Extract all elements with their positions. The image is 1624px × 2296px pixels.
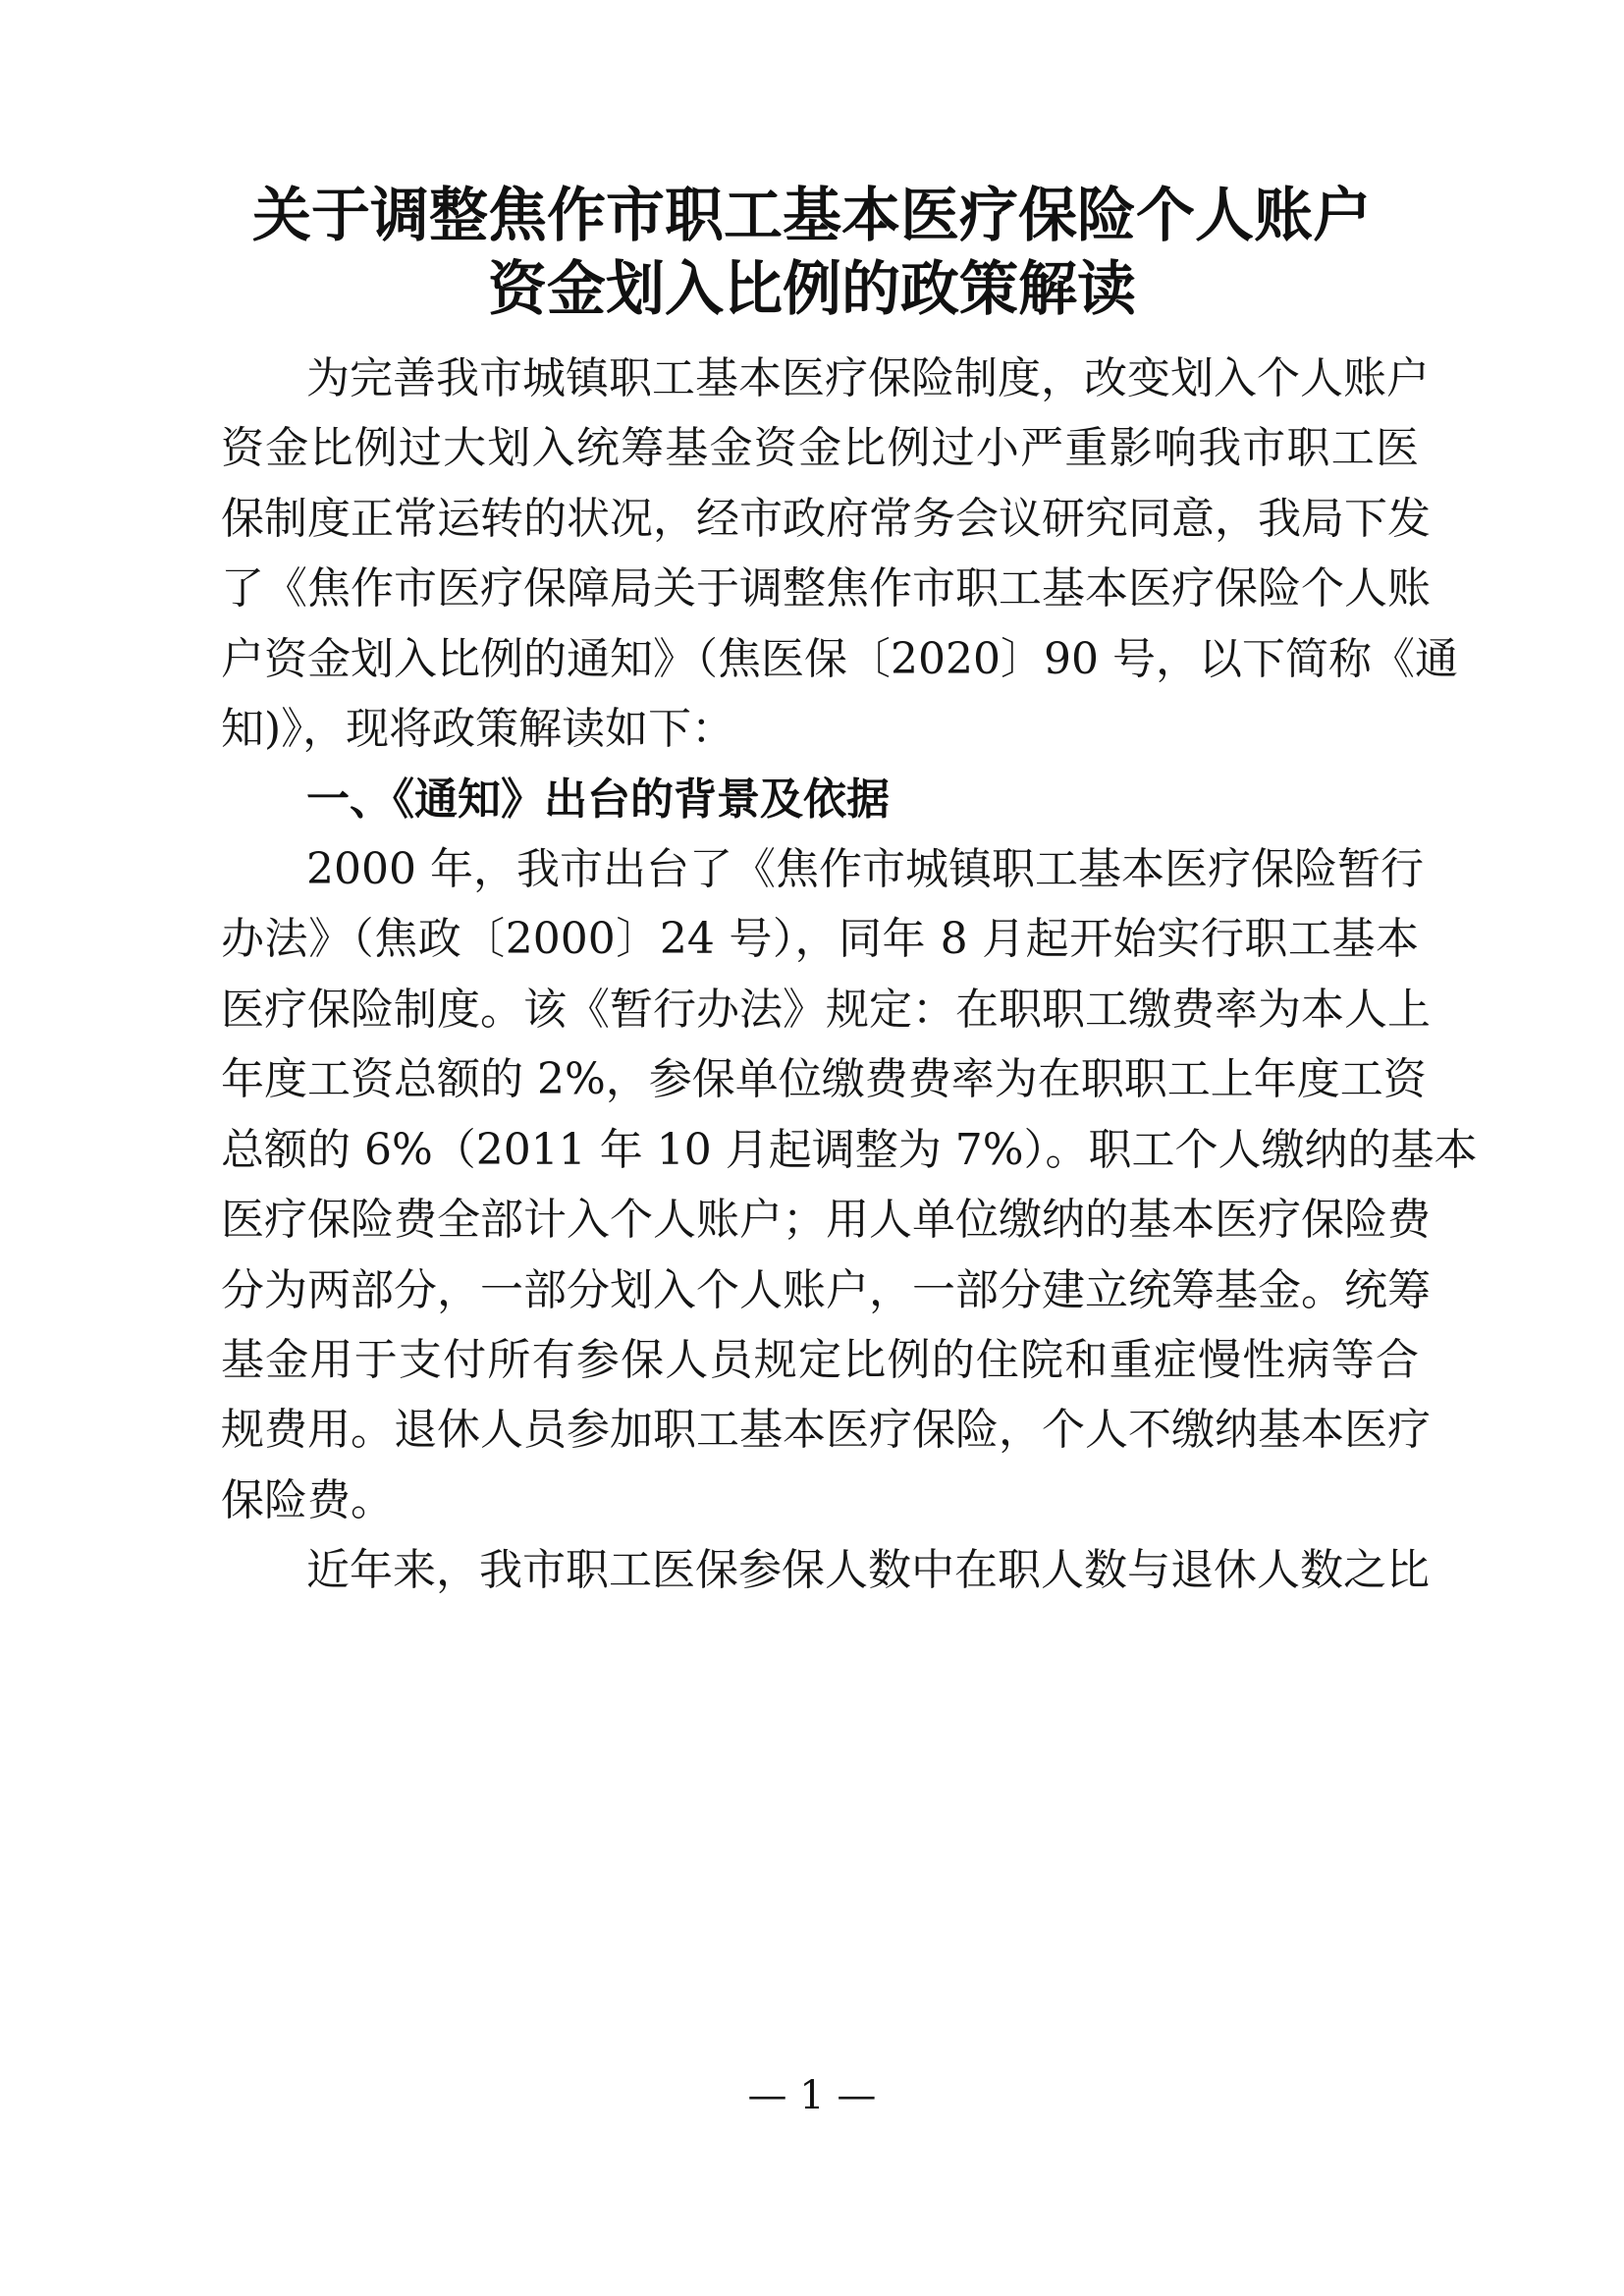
section-paragraph-line: 分为两部分，一部分划入个人账户，一部分建立统筹基金。统筹 [221,1265,1431,1315]
section-paragraph-line: 保险费。 [221,1475,394,1525]
document-title-line-2: 资金划入比例的政策解读 [488,255,1136,324]
section-paragraph-line: 规费用。退休人员参加职工基本医疗保险，个人不缴纳基本医疗 [221,1405,1431,1455]
section-paragraph-line: 基金用于支付所有参保人员规定比例的住院和重症慢性病等合 [221,1335,1419,1385]
intro-paragraph-line: 户资金划入比例的通知》（焦医保〔2020〕90 号，以下简称《通 [221,634,1458,684]
section-paragraph-line: 医疗保险费全部计入个人账户；用人单位缴纳的基本医疗保险费 [221,1195,1431,1245]
section-paragraph-line: 总额的 6%（2011 年 10 月起调整为 7%）。职工个人缴纳的基本 [221,1125,1478,1175]
section-paragraph-line: 年度工资总额的 2%，参保单位缴费费率为在职职工上年度工资 [221,1054,1427,1104]
intro-paragraph-line: 知)》，现将政策解读如下： [221,704,735,754]
intro-paragraph-line: 了《焦作市医疗保障局关于调整焦作市职工基本医疗保险个人账 [221,563,1431,614]
intro-paragraph-line: 资金比例过大划入统筹基金资金比例过小严重影响我市职工医 [221,423,1419,473]
document-title-line-1: 关于调整焦作市职工基本医疗保险个人账户 [252,182,1372,250]
intro-paragraph-line: 为完善我市城镇职工基本医疗保险制度，改变划入个人账户 [306,353,1430,403]
section-paragraph-line: 医疗保险制度。该《暂行办法》规定：在职职工缴费率为本人上 [221,985,1431,1035]
page-number: — 1 — [747,2073,877,2118]
section-heading: 一、《通知》出台的背景及依据 [306,774,890,825]
section-paragraph-line: 办法》（焦政〔2000〕24 号），同年 8 月起开始实行职工基本 [221,914,1419,964]
section-paragraph-line: 2000 年，我市出台了《焦作市城镇职工基本医疗保险暂行 [306,844,1424,894]
paragraph-line: 近年来，我市职工医保参保人数中在职人数与退休人数之比 [306,1545,1430,1595]
intro-paragraph-line: 保制度正常运转的状况，经市政府常务会议研究同意，我局下发 [221,494,1431,544]
